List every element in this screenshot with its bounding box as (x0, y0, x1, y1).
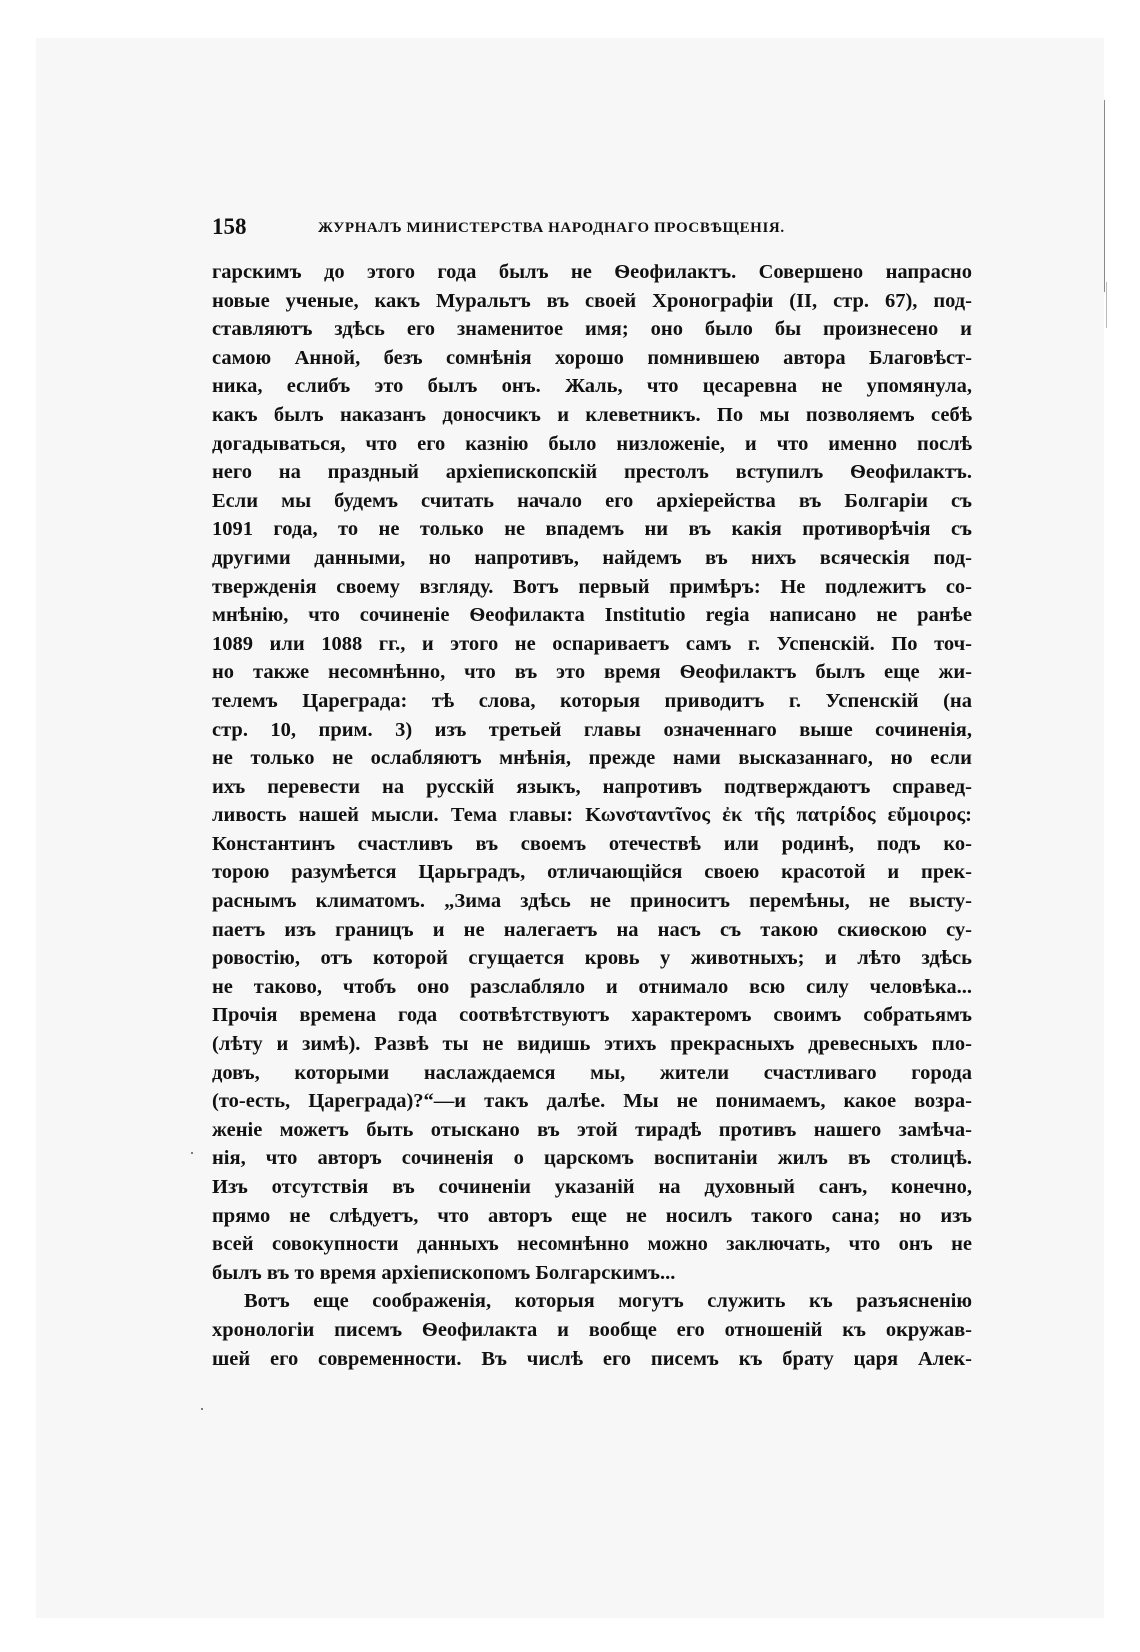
text-line: 1091 года, то не только не впадемъ ни въ какія противорѣчія съ (212, 518, 972, 541)
text-line: Если мы будемъ считать начало его архіерейства въ Болгаріи съ (212, 489, 972, 512)
text-line: другими данными, но напротивъ, найдемъ въ нихъ всяческія под- (212, 546, 972, 569)
binding-edge-line (1106, 282, 1107, 328)
text-line: торою разумѣется Царьградъ, отличающійся своею красотой и прек- (212, 861, 972, 884)
text-line: былъ въ то время архіепископомъ Болгарскимъ... (212, 1261, 676, 1284)
text-line: хронологіи писемъ Ѳеофилакта и вообще его отношеній къ окружав- (212, 1318, 972, 1341)
scan-speck (201, 1408, 203, 1410)
text-line: нія, что авторъ сочиненія о царскомъ воспитаніи жилъ въ столицѣ. (212, 1147, 972, 1170)
text-line: догадываться, что его казнію было низложеніе, и что именно послѣ (212, 432, 972, 455)
running-head: ЖУРНАЛЪ МИНИСТЕРСТВА НАРОДНАГО ПРОСВѢЩЕНІЯ. (318, 220, 785, 236)
text-line: (то-есть, Цареграда)?“—и такъ далѣе. Мы не понимаемъ, какое возра- (212, 1090, 972, 1113)
paragraph-first-line: Вотъ еще соображенія, которыя могутъ служить къ разъясненію (244, 1290, 972, 1313)
text-line: всей совокупности данныхъ несомнѣнно можно заключать, что онъ не (212, 1233, 972, 1256)
text-line: Изъ отсутствія въ сочиненіи указаній на духовный санъ, конечно, (212, 1176, 972, 1198)
text-line: довъ, которыми наслаждаемся мы, жители счастливаго города (212, 1061, 972, 1084)
text-line: не таково, чтобъ оно разслабляло и отнимало всю силу человѣка... (212, 975, 972, 998)
text-line: новые ученые, какъ Муральтъ въ своей Хронографіи (II, стр. 67), под- (212, 289, 972, 312)
text-line: Прочія времена года соотвѣтствуютъ характеромъ своимъ собратьямъ (212, 1004, 972, 1027)
text-line: шей его современности. Въ числѣ его писемъ къ брату царя Алек- (212, 1347, 972, 1370)
text-line: ника, еслибъ это былъ онъ. Жаль, что цесаревна не упомянула, (212, 375, 972, 398)
text-line: какъ былъ наказанъ доносчикъ и клеветникъ. По мы позволяемъ себѣ (212, 403, 972, 426)
text-line: твержденія своему взгляду. Вотъ первый примѣръ: Не подлежитъ со- (212, 575, 972, 598)
text-line: женіе можетъ быть отыскано въ этой тирадѣ противъ нашего замѣча- (212, 1118, 972, 1141)
text-line: него на праздный архіепископскій престолъ вступилъ Ѳеофилактъ. (212, 461, 972, 484)
text-line: телемъ Цареграда: тѣ слова, которыя приводитъ г. Успенскій (на (212, 689, 972, 712)
text-line: мнѣнію, что сочиненіе Ѳеофилакта Institutio regia написано не ранѣе (212, 604, 972, 627)
text-line: паетъ изъ границъ и не налегаетъ на насъ съ такою скиѳскою су- (212, 918, 972, 941)
body-text (212, 258, 972, 1373)
text-line: ихъ перевести на русскій языкъ, напротивъ подтверждаютъ справед- (212, 775, 972, 798)
scan-speck (191, 1152, 193, 1154)
text-line: (лѣту и зимѣ). Развѣ ты не видишь этихъ прекрасныхъ древесныхъ пло- (212, 1033, 972, 1056)
text-line: самою Анной, безъ сомнѣнія хорошо помнившею автора Благовѣст- (212, 346, 972, 369)
text-line: стр. 10, прим. 3) изъ третьей главы означеннаго выше сочиненія, (212, 718, 972, 741)
text-line: 1089 или 1088 гг., и этого не оспариваетъ самъ г. Успенскій. По точ- (212, 632, 972, 655)
text-line: ровостію, отъ которой сгущается кровь у животныхъ; и лѣто здѣсь (212, 947, 972, 970)
page-number: 158 (212, 214, 247, 239)
text-line: Константинъ счастливъ въ своемъ отечествѣ или родинѣ, подъ ко- (212, 832, 972, 855)
text-line: раснымъ климатомъ. „Зима здѣсь не приноситъ перемѣны, не высту- (212, 890, 972, 913)
page-header (212, 212, 860, 242)
text-line: ливость нашей мысли. Тема главы: Κωνσταντῖνος ἐκ τῆς πατρίδος εὔμοιρος: (212, 804, 972, 827)
text-line: прямо не слѣдуетъ, что авторъ еще не носилъ такого сана; но изъ (212, 1204, 972, 1227)
text-line: ставляютъ здѣсь его знаменитое имя; оно было бы произнесено и (212, 318, 972, 341)
text-line: но также несомнѣнно, что въ это время Ѳеофилактъ былъ еще жи- (212, 661, 972, 684)
binding-edge-line (1104, 100, 1105, 292)
text-line: не только не ослабляютъ мнѣнія, прежде нами высказаннаго, но если (212, 747, 972, 770)
text-line: гарскимъ до этого года былъ не Ѳеофилактъ. Совершено напрасно (212, 261, 972, 283)
